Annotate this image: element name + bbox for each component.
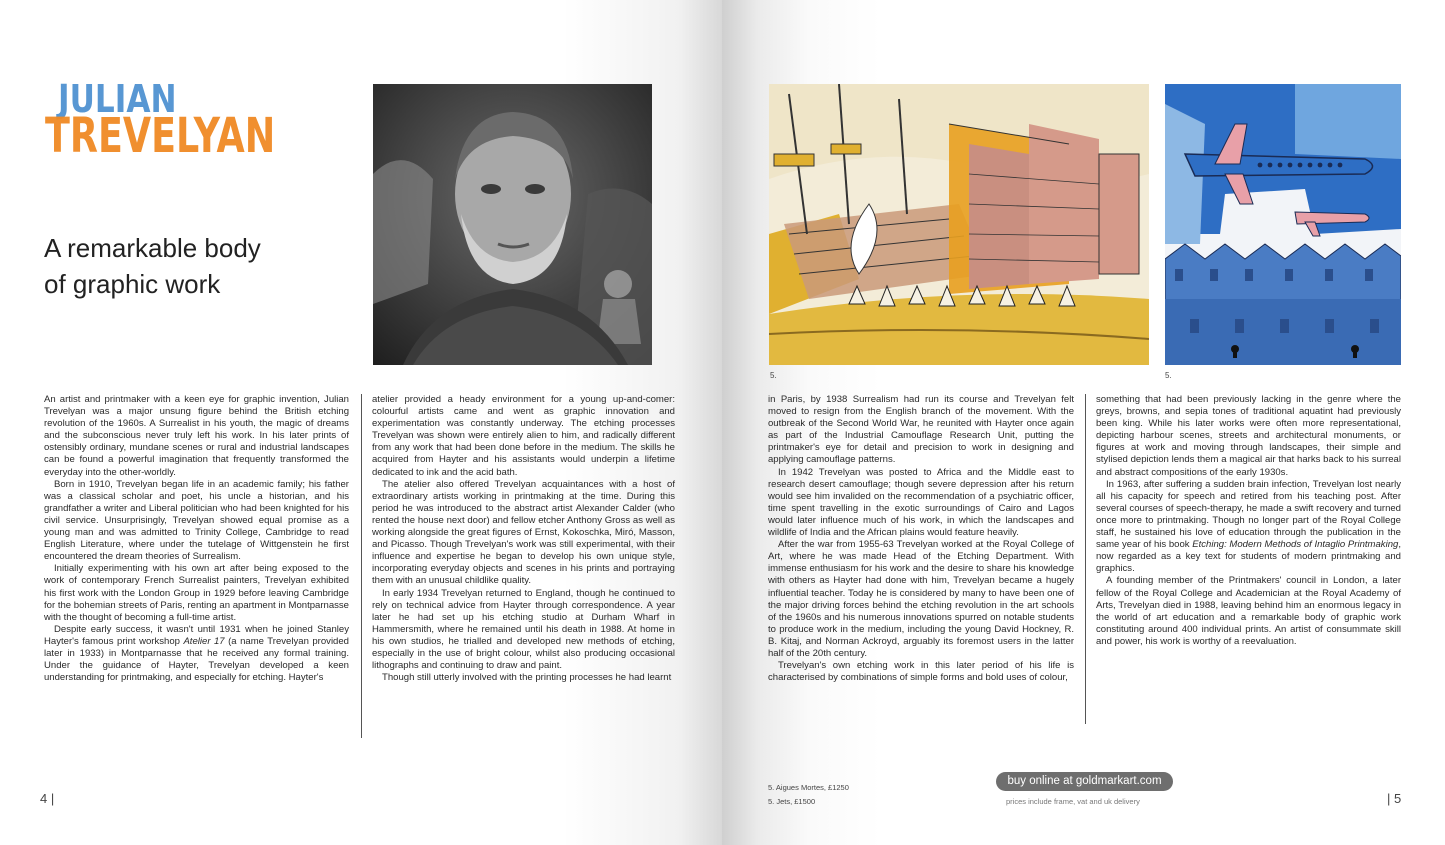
buy-online-link[interactable]: buy online at goldmarkart.com	[996, 772, 1173, 791]
column-divider	[1085, 394, 1086, 724]
paragraph: A founding member of the Printmakers' council in London, a later fellow of the Royal College and Academician at the Royal Academy of Arts, Trevelyan died in 1988, leaving behind him an enormous legacy in the world of art education and a remarkable body of graphic work constituting around 400 individual prints. An artist of consummate skill and power, his work is worthy of a reevaluation.	[1096, 575, 1401, 647]
book-title: Etching: Modern Methods of Intaglio Printmaking	[1192, 539, 1399, 551]
figure-caption-right: 5.	[1165, 371, 1172, 380]
artwork-aigues-mortes	[769, 84, 1149, 365]
artwork-credit-1: 5. Aigues Mortes, £1250	[768, 783, 849, 792]
text-column-1	[44, 394, 349, 684]
paragraph: Trevelyan's own etching work in this later period of his life is characterised by combinations of simple forms and bold uses of colour,	[768, 660, 1074, 684]
page-number-right: | 5	[1387, 791, 1402, 806]
article-headline	[44, 230, 344, 302]
artwork-credit-2: 5. Jets, £1500	[768, 797, 816, 806]
paragraph: Though still utterly involved with the printing processes he had learnt	[382, 672, 672, 684]
headline-line-2: of graphic work	[44, 269, 221, 299]
text-column-4	[1096, 394, 1401, 648]
artist-portrait-photo	[373, 84, 652, 365]
paragraph: In 1963, after suffering a sudden brain infection, Trevelyan lost nearly all his capacity for speech and retired from his teaching post. After several courses of speech-therapy, he made a swift recovery and turned once more to printmaking. Though no longer part of the Royal College staff, he sustained his love of education through the publication in the same year of his book Etching: Modern Methods of Intaglio Printmaking, now regarded as a key text for students of modern printmaking and graphics.	[1096, 478, 1401, 575]
paragraph: In 1942 Trevelyan was posted to Africa and the Middle east to research desert camouflage; though severe depression after his return would see him invalided on the recommendation of a psychiatric officer, time spent travelling in the exotic surroundings of Cairo and Lagos would later influence much of his work, in which the landscapes and wildlife of India and the African plains would feature heavily.	[768, 466, 1074, 539]
aigues-mortes-image	[769, 84, 1149, 365]
artwork-jets	[1165, 84, 1401, 365]
text-column-2	[372, 394, 675, 684]
paragraph: The atelier also offered Trevelyan acquaintances with a host of extraordinary artists working in printmaking at the time. During this period he was introduced to the abstract artist Alexander Calder (who rented the house next door) and fellow etcher Anthony Gross as well as working alongside the great figures of Ernst, Kokoschka, Miró, Masson, and Picasso. Though Trevelyan's work was still experimental, with their influence and expertise he began to develop his own unique style, incorporating everyday objects and scenes in his prints and portraying them with an unusual childlike quality.	[372, 478, 675, 587]
paragraph: something that had been previously lacking in the genre where the greys, browns, and sepia tones of traditional aquatint had previously been king. While his later works were often more representational, depicting harbour scenes, streets and architectural monuments, or figures at work and moving through landscapes, their simple and stylised depiction lends them a magical air that harks back to his surreal and abstract compositions of the early 1930s.	[1096, 394, 1401, 478]
paragraph: Despite early success, it wasn't until 1931 when he joined Stanley Hayter's famous print workshop Atelier 17 (a name Trevelyan provided later in 1933) in Montparnasse that he received any formal training. Under the guidance of Hayter, Trevelyan developed a keen understanding for printmaking, and especially for etching. Hayter's	[44, 623, 349, 684]
left-page	[0, 0, 722, 845]
paragraph: After the war from 1955-63 Trevelyan worked at the Royal College of Art, where he was made Head of the Etching Department. With immense enthusiasm for his work and the desire to share his knowledge with others as Hayter had done with him, Trevelyan became a hugely influential teacher. Today he is considered by many to have been one of the major driving forces behind the etching revolution in the art schools of the 1960s and his numerous innovations spurred on notable students to produce work in the medium, including the young David Hockney, R. B. Kitaj, and Norman Ackroyd, arguably its foremost users in the latter half of the 20th century.	[768, 539, 1074, 659]
paragraph: Born in 1910, Trevelyan began life in an academic family; his father was a classical scholar and poet, his uncle a historian, and his grandfather a writer and Liberal politician who had been knighted for his civil service. Unsurprisingly, Trevelyan showed equal promise as a young man and was admitted to Trinity College, Cambridge to read English Literature, where under the tutelage of Wittgenstein he first encountered the dream theories of Surrealism.	[44, 478, 349, 563]
paragraph: In early 1934 Trevelyan returned to England, though he continued to rely on technical advice from Hayter through correspondence. A year later he had set up his etching studio at Durham Wharf in Hammersmith, where he remained until his death in 1988. At home in his own studios, he trialled and developed new methods of etching, especially in the use of bright colour, whilst also producing occasional lithographs and continuing to draw and paint.	[372, 587, 675, 672]
paragraph: in Paris, by 1938 Surrealism had run its course and Trevelyan felt moved to resign from the English branch of the movement. With the outbreak of the Second World War, he reunited with Hayter once again as part of the Industrial Camouflage Research Unit, putting the printmaker's eye for detail and precision to work in designing and applying camouflage patterns.	[768, 394, 1074, 466]
artist-first-name: JULIAN	[58, 77, 177, 121]
figure-caption-left: 5.	[770, 371, 777, 380]
text-column-3	[768, 394, 1074, 684]
paragraph: atelier provided a heady environment for a young up-and-comer: colourful artists came and went as graphic innovation and experimentation was constantly underway. The etching processes Trevelyan was shown were entirely alien to him, and radically different from any work that had been done before in the medium. The skills he acquired from Hayter and his assistants would underpin a lifetime dedicated to ink and the acid bath.	[372, 394, 675, 478]
paragraph: An artist and printmaker with a keen eye for graphic invention, Julian Trevelyan was a major unsung figure behind the British etching revolution of the 1960s. A Surrealist in his youth, the magic of dreams and the subconscious never truly left his work. In his later prints of ostensibly ordinary, mundane scenes or rural and industrial landscapes can be found a powerful imagination that frequently transformed the everyday into the other-worldly.	[44, 394, 349, 478]
jets-image	[1165, 84, 1401, 365]
prices-note: prices include frame, vat and uk delivery	[1006, 797, 1140, 806]
page-number-left: 4 |	[40, 791, 55, 806]
artist-last-name: TREVELYAN	[45, 108, 276, 164]
paragraph: Initially experimenting with his own art after being exposed to the work of contemporary French Surrealist painters, Trevelyan exhibited his first work with the London Group in 1929 before leaving Cambridge for the bohemian streets of Paris, renting an apartment in Montparnasse with the thought of becoming a full-time artist.	[44, 563, 349, 623]
headline-line-1: A remarkable body	[44, 233, 261, 263]
atelier-title: Atelier 17	[183, 635, 225, 647]
column-divider	[361, 394, 362, 738]
portrait-image	[373, 84, 652, 365]
